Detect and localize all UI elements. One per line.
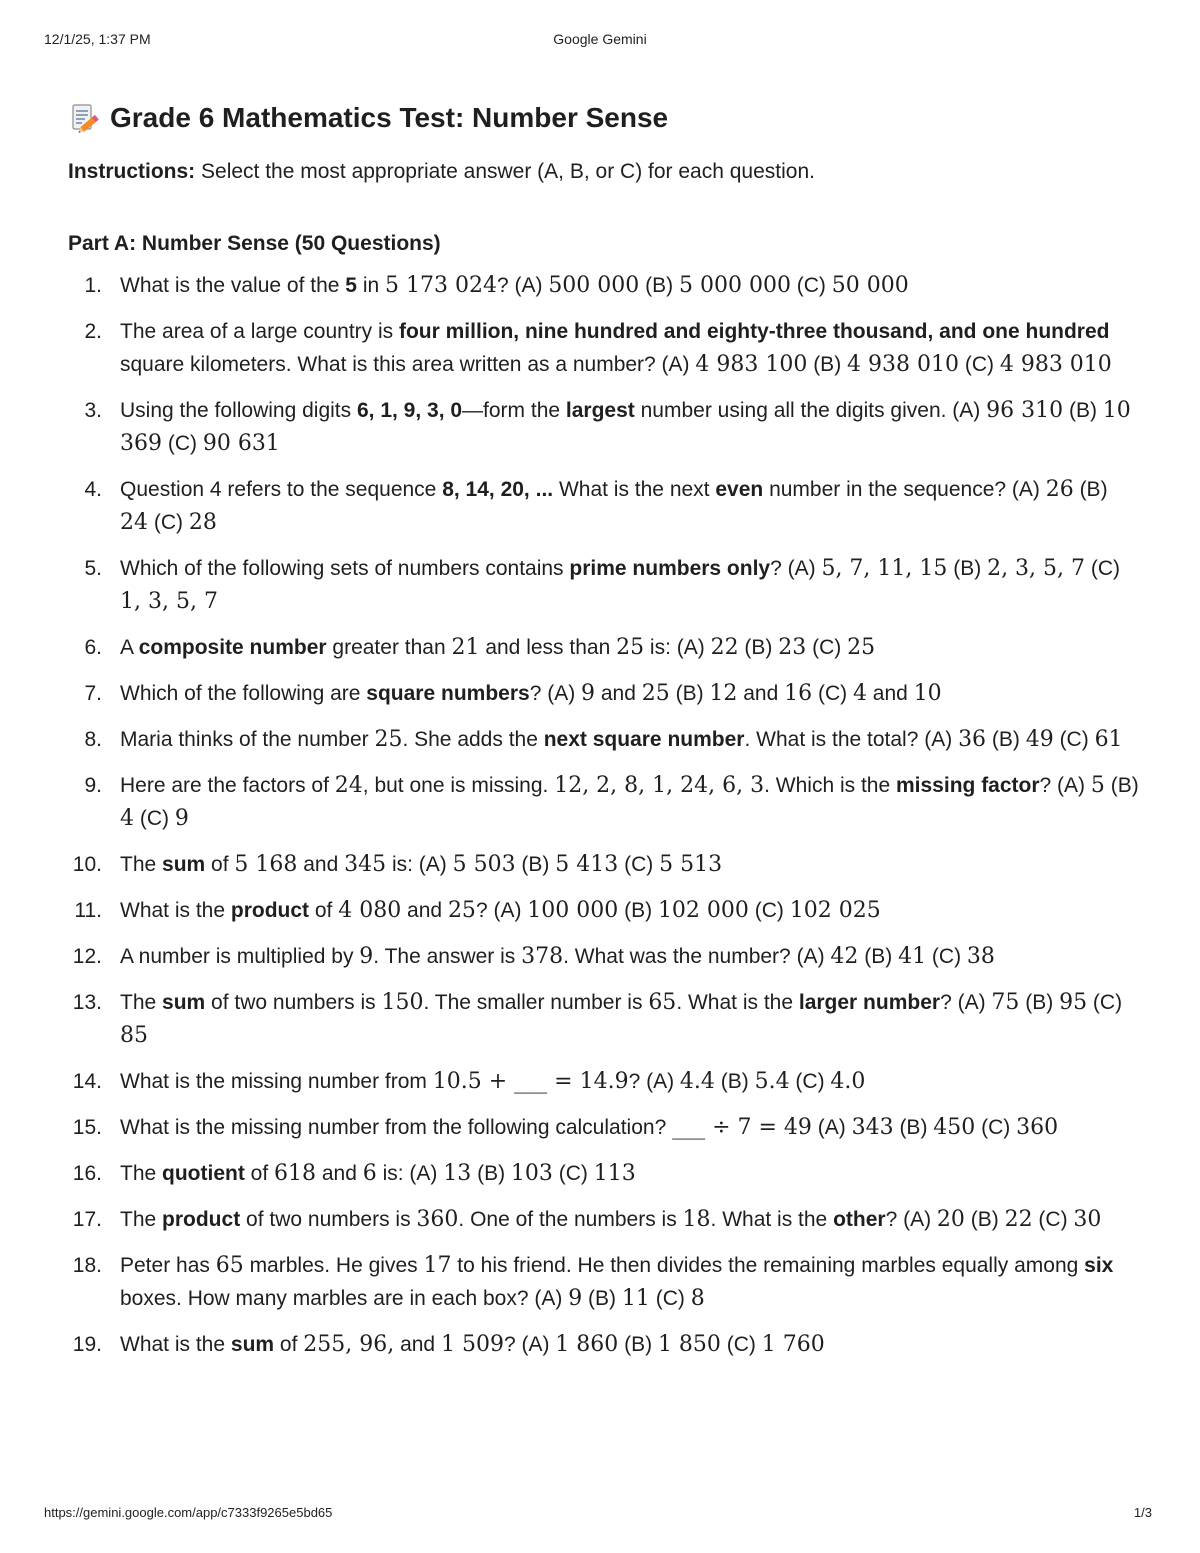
- math-text: 28: [188, 510, 217, 535]
- page-title-text: Grade 6 Mathematics Test: Number Sense: [110, 102, 669, 133]
- math-text: 450: [933, 1115, 976, 1140]
- question-text: boxes. How many marbles are in each box? (A): [120, 1287, 569, 1310]
- question-item: [68, 940, 1140, 973]
- bold-text: prime numbers only: [569, 557, 771, 580]
- math-text: 12: [709, 681, 738, 706]
- question-text: Maria thinks of the number: [120, 728, 375, 751]
- question-text: (C): [975, 1116, 1017, 1139]
- math-text: 23: [778, 635, 807, 660]
- question-text: . The answer is: [373, 945, 522, 968]
- question-text: and: [737, 682, 785, 705]
- question-text: marbles. He gives: [243, 1254, 424, 1277]
- question-item: [68, 986, 1140, 1052]
- math-text: 500 000: [548, 273, 640, 298]
- math-text: 5 513: [659, 852, 723, 877]
- question-text: What is the: [120, 899, 231, 922]
- math-text: 102 025: [789, 898, 881, 923]
- math-text: 9: [581, 681, 596, 706]
- math-text: 102 000: [657, 898, 749, 923]
- math-text: 378: [521, 944, 564, 969]
- bold-text: quotient: [162, 1162, 245, 1185]
- question-text: What is the: [120, 1333, 231, 1356]
- question-text: ? (A): [885, 1208, 937, 1231]
- question-text: ? (A): [1039, 774, 1091, 797]
- question-text: (B): [1073, 478, 1108, 501]
- question-number: 16.: [72, 1162, 102, 1185]
- question-text: (B): [669, 682, 710, 705]
- math-text: 4 983 010: [999, 352, 1112, 377]
- question-item: [68, 1065, 1140, 1098]
- math-text: 65: [648, 990, 677, 1015]
- question-text: of: [244, 1162, 275, 1185]
- question-text: number using all the digits given. (A): [634, 399, 987, 422]
- math-text: 5 503: [452, 852, 516, 877]
- question-text: (B): [964, 1208, 1005, 1231]
- instructions-text: Select the most appropriate answer (A, B, or C) for each question.: [195, 160, 815, 183]
- question-number: 1.: [84, 274, 102, 297]
- bold-text: product: [162, 1208, 241, 1231]
- question-text: (C): [1085, 557, 1121, 580]
- math-text: 26: [1045, 477, 1074, 502]
- question-text: . What is the total? (A): [744, 728, 959, 751]
- bold-text: largest: [565, 399, 635, 422]
- question-text: (C): [926, 945, 967, 968]
- question-item: [68, 1111, 1140, 1144]
- question-text: (B): [986, 728, 1026, 751]
- math-text: 16: [784, 681, 813, 706]
- math-text: 1 850: [657, 1332, 721, 1357]
- question-text: of: [205, 853, 235, 876]
- question-item: [68, 769, 1140, 835]
- math-text: 9: [359, 944, 374, 969]
- question-item: [68, 631, 1140, 664]
- question-text: . What is the: [710, 1208, 834, 1231]
- math-text: 25: [616, 635, 645, 660]
- math-text: 10: [913, 681, 942, 706]
- bold-text: 6, 1, 9, 3, 0: [356, 399, 463, 422]
- question-item: [68, 677, 1140, 710]
- bold-text: next square number: [543, 728, 745, 751]
- question-text: (C): [1087, 991, 1123, 1014]
- question-text: , but one is missing.: [362, 774, 555, 797]
- question-text: Which of the following sets of numbers contains: [120, 557, 570, 580]
- math-text: 1, 3, 5, 7: [120, 589, 218, 614]
- question-text: (B): [858, 945, 899, 968]
- question-number: 7.: [84, 682, 102, 705]
- bold-text: composite number: [138, 636, 327, 659]
- math-text: 95: [1059, 990, 1088, 1015]
- question-text: greater than: [326, 636, 452, 659]
- question-text: (C): [812, 682, 853, 705]
- question-text: (B): [947, 557, 988, 580]
- question-list: [68, 269, 1140, 1361]
- question-item: [68, 473, 1140, 539]
- question-text: ? (A): [770, 557, 822, 580]
- question-text: (C): [134, 807, 175, 830]
- math-text: 13: [443, 1161, 472, 1186]
- math-text: 41: [898, 944, 927, 969]
- question-text: (C): [1053, 728, 1095, 751]
- question-number: 17.: [72, 1208, 102, 1231]
- question-text: (B): [618, 1333, 658, 1356]
- math-text: 10.5 + ___ = 14.9: [432, 1069, 629, 1094]
- question-text: and: [866, 682, 914, 705]
- question-text: (C): [806, 636, 848, 659]
- math-text: 1 860: [555, 1332, 619, 1357]
- question-text: (B): [807, 353, 848, 376]
- question-text: . She adds the: [402, 728, 544, 751]
- question-item: [68, 315, 1140, 381]
- question-number: 14.: [72, 1070, 102, 1093]
- page-title: [68, 98, 1140, 138]
- math-text: 4: [120, 806, 134, 831]
- question-text: The area of a large country is: [120, 320, 399, 343]
- math-text: 4.4: [679, 1069, 715, 1094]
- question-text: . One of the numbers is: [458, 1208, 683, 1231]
- math-text: 4 938 010: [847, 352, 959, 377]
- question-text: (B): [738, 636, 779, 659]
- question-number: 19.: [72, 1333, 102, 1356]
- math-text: 9: [568, 1286, 583, 1311]
- question-text: (B): [582, 1287, 622, 1310]
- print-header: [44, 31, 1156, 49]
- math-text: 360: [416, 1207, 459, 1232]
- question-item: [68, 1328, 1140, 1361]
- question-text: (B): [1019, 991, 1060, 1014]
- question-text: and: [297, 853, 345, 876]
- question-text: Using the following digits: [120, 399, 357, 422]
- instructions-label: Instructions:: [68, 160, 196, 183]
- question-text: (C): [720, 1333, 762, 1356]
- math-text: 343: [851, 1115, 894, 1140]
- question-text: and less than: [479, 636, 617, 659]
- question-text: . The smaller number is: [423, 991, 649, 1014]
- bold-text: six: [1084, 1254, 1114, 1277]
- bold-text: missing factor: [896, 774, 1040, 797]
- print-date: 12/1/25, 1:37 PM: [44, 31, 151, 47]
- bold-text: sum: [162, 853, 206, 876]
- math-text: 42: [830, 944, 859, 969]
- math-text: 90 631: [202, 431, 280, 456]
- question-text: A: [120, 636, 139, 659]
- print-footer: [44, 1505, 1152, 1523]
- question-text: (C): [649, 1287, 691, 1310]
- question-text: ? (A): [475, 899, 528, 922]
- math-text: 4.0: [830, 1069, 866, 1094]
- question-item: [68, 552, 1140, 618]
- math-text: 21: [451, 635, 480, 660]
- math-text: 5 173 024: [385, 273, 497, 298]
- question-text: (B): [1104, 774, 1139, 797]
- question-text: (B): [618, 899, 658, 922]
- math-text: ___ ÷ 7 = 49: [672, 1115, 812, 1140]
- question-number: 2.: [84, 320, 102, 343]
- question-text: of two numbers is: [240, 1208, 417, 1231]
- question-text: (C): [552, 1162, 594, 1185]
- question-text: The: [120, 991, 163, 1014]
- question-number: 8.: [84, 728, 102, 751]
- print-url: https://gemini.google.com/app/c7333f9265e5bd65: [44, 1505, 333, 1520]
- question-number: 5.: [84, 557, 102, 580]
- math-text: 5, 7, 11, 15: [821, 556, 948, 581]
- question-text: The: [120, 1208, 163, 1231]
- question-item: [68, 894, 1140, 927]
- question-text: Peter has: [120, 1254, 216, 1277]
- question-text: What is the value of the: [120, 274, 346, 297]
- document-content: [68, 98, 1140, 1374]
- question-text: to his friend. He then divides the remaining marbles equally among: [451, 1254, 1085, 1277]
- math-text: 22: [1004, 1207, 1033, 1232]
- math-text: 25: [847, 635, 876, 660]
- question-text: (A): [811, 1116, 852, 1139]
- question-number: 9.: [84, 774, 102, 797]
- question-item: [68, 269, 1140, 302]
- question-text: and: [394, 1333, 441, 1356]
- question-text: What is the missing number from the following calculation?: [120, 1116, 673, 1139]
- math-text: 5 168: [234, 852, 298, 877]
- question-text: (C): [748, 899, 790, 922]
- question-text: and: [316, 1162, 363, 1185]
- math-text: 11: [621, 1286, 650, 1311]
- math-text: 20: [936, 1207, 965, 1232]
- math-text: 24: [334, 773, 363, 798]
- question-text: The: [120, 853, 163, 876]
- bold-text: larger number: [798, 991, 941, 1014]
- bold-text: other: [833, 1208, 886, 1231]
- question-text: Question 4 refers to the sequence: [120, 478, 443, 501]
- math-text: 5: [1090, 773, 1105, 798]
- question-text: (C): [1032, 1208, 1074, 1231]
- question-text: ? (A): [503, 1333, 556, 1356]
- math-text: 61: [1094, 727, 1123, 752]
- math-text: 4 983 100: [695, 352, 808, 377]
- bold-text: four million, nine hundred and eighty-three thousand, and one hundred: [398, 320, 1110, 343]
- math-text: 2, 3, 5, 7: [987, 556, 1086, 581]
- math-text: 255, 96,: [303, 1332, 395, 1357]
- math-text: 30: [1073, 1207, 1102, 1232]
- question-text: and: [595, 682, 642, 705]
- question-text: ? (A): [529, 682, 582, 705]
- question-text: The: [120, 1162, 163, 1185]
- math-text: 25: [641, 681, 670, 706]
- question-text: What is the next: [553, 478, 716, 501]
- math-text: 65: [215, 1253, 244, 1278]
- question-text: ? (A): [940, 991, 992, 1014]
- question-item: [68, 1203, 1140, 1236]
- question-text: (B): [1063, 399, 1103, 422]
- question-number: 11.: [74, 899, 102, 922]
- print-site-title: Google Gemini: [553, 31, 647, 47]
- question-text: ? (A): [628, 1070, 680, 1093]
- math-text: 5 413: [555, 852, 619, 877]
- question-text: ? (A): [496, 274, 549, 297]
- question-text: number in the sequence? (A): [763, 478, 1046, 501]
- bold-text: 5: [345, 274, 357, 297]
- question-item: [68, 1157, 1140, 1190]
- math-text: 1 760: [761, 1332, 825, 1357]
- question-text: . Which is the: [764, 774, 896, 797]
- question-text: . What was the number? (A): [563, 945, 831, 968]
- question-text: (B): [714, 1070, 755, 1093]
- math-text: 24: [120, 510, 148, 535]
- question-text: Here are the factors of: [120, 774, 335, 797]
- question-number: 13.: [72, 991, 102, 1014]
- math-text: 1 509: [440, 1332, 504, 1357]
- math-text: 6: [362, 1161, 377, 1186]
- math-text: 5.4: [754, 1069, 790, 1094]
- bold-text: 8, 14, 20, ...: [442, 478, 554, 501]
- math-text: 618: [274, 1161, 317, 1186]
- question-text: square kilometers. What is this area written as a number? (A): [120, 353, 696, 376]
- math-text: 103: [510, 1161, 553, 1186]
- bold-text: sum: [162, 991, 206, 1014]
- math-text: 18: [682, 1207, 711, 1232]
- bold-text: square numbers: [366, 682, 530, 705]
- question-text: of: [309, 899, 339, 922]
- question-text: of two numbers is: [205, 991, 382, 1014]
- math-text: 4: [852, 681, 867, 706]
- math-text: 9: [174, 806, 189, 831]
- question-number: 6.: [84, 636, 102, 659]
- question-text: A number is multiplied by: [120, 945, 360, 968]
- math-text: 5 000 000: [678, 273, 791, 298]
- math-text: 10 369: [120, 398, 1131, 456]
- question-text: —form the: [462, 399, 566, 422]
- question-text: (C): [618, 853, 660, 876]
- math-text: 113: [593, 1161, 636, 1186]
- question-text: (C): [790, 274, 832, 297]
- question-number: 10.: [72, 853, 102, 876]
- question-text: is: (A): [644, 636, 711, 659]
- question-text: (C): [148, 511, 189, 534]
- question-text: (C): [789, 1070, 831, 1093]
- question-text: What is the missing number from: [120, 1070, 433, 1093]
- question-text: (B): [471, 1162, 511, 1185]
- question-number: 3.: [84, 399, 102, 422]
- math-text: 345: [344, 852, 387, 877]
- part-heading: Part A: Number Sense (50 Questions): [68, 232, 441, 255]
- question-number: 12.: [72, 945, 102, 968]
- bold-text: sum: [230, 1333, 275, 1356]
- question-text: and: [401, 899, 448, 922]
- question-text: is: (A): [386, 853, 453, 876]
- math-text: 85: [120, 1023, 148, 1048]
- math-text: 38: [966, 944, 995, 969]
- question-text: (B): [515, 853, 556, 876]
- math-text: 22: [710, 635, 739, 660]
- math-text: 49: [1025, 727, 1054, 752]
- math-text: 4 080: [338, 898, 402, 923]
- question-text: . What is the: [676, 991, 799, 1014]
- question-text: (B): [893, 1116, 934, 1139]
- math-text: 12, 2, 8, 1, 24, 6, 3: [554, 773, 765, 798]
- question-text: (C): [959, 353, 1000, 376]
- question-number: 15.: [72, 1116, 102, 1139]
- math-text: 25: [374, 727, 403, 752]
- question-text: of: [274, 1333, 304, 1356]
- question-text: in: [356, 274, 385, 297]
- math-text: 96 310: [986, 398, 1064, 423]
- math-text: 75: [991, 990, 1020, 1015]
- question-text: (B): [639, 274, 679, 297]
- math-text: 100 000: [527, 898, 619, 923]
- math-text: 25: [447, 898, 476, 923]
- question-number: 4.: [84, 478, 102, 501]
- question-text: is: (A): [376, 1162, 444, 1185]
- math-text: 17: [423, 1253, 452, 1278]
- question-item: [68, 394, 1140, 460]
- math-text: 36: [958, 727, 987, 752]
- question-item: [68, 723, 1140, 756]
- bold-text: product: [230, 899, 310, 922]
- math-text: 150: [381, 990, 424, 1015]
- math-text: 50 000: [831, 273, 909, 298]
- question-item: [68, 1249, 1140, 1315]
- instructions: [68, 160, 1140, 184]
- question-item: [68, 848, 1140, 881]
- print-page-number: 1/3: [1133, 1505, 1152, 1520]
- math-text: 8: [690, 1286, 705, 1311]
- question-text: (C): [162, 432, 203, 455]
- question-number: 18.: [72, 1254, 102, 1277]
- bold-text: even: [715, 478, 764, 501]
- math-text: 360: [1016, 1115, 1059, 1140]
- question-text: Which of the following are: [120, 682, 367, 705]
- memo-pencil-icon: [68, 101, 102, 135]
